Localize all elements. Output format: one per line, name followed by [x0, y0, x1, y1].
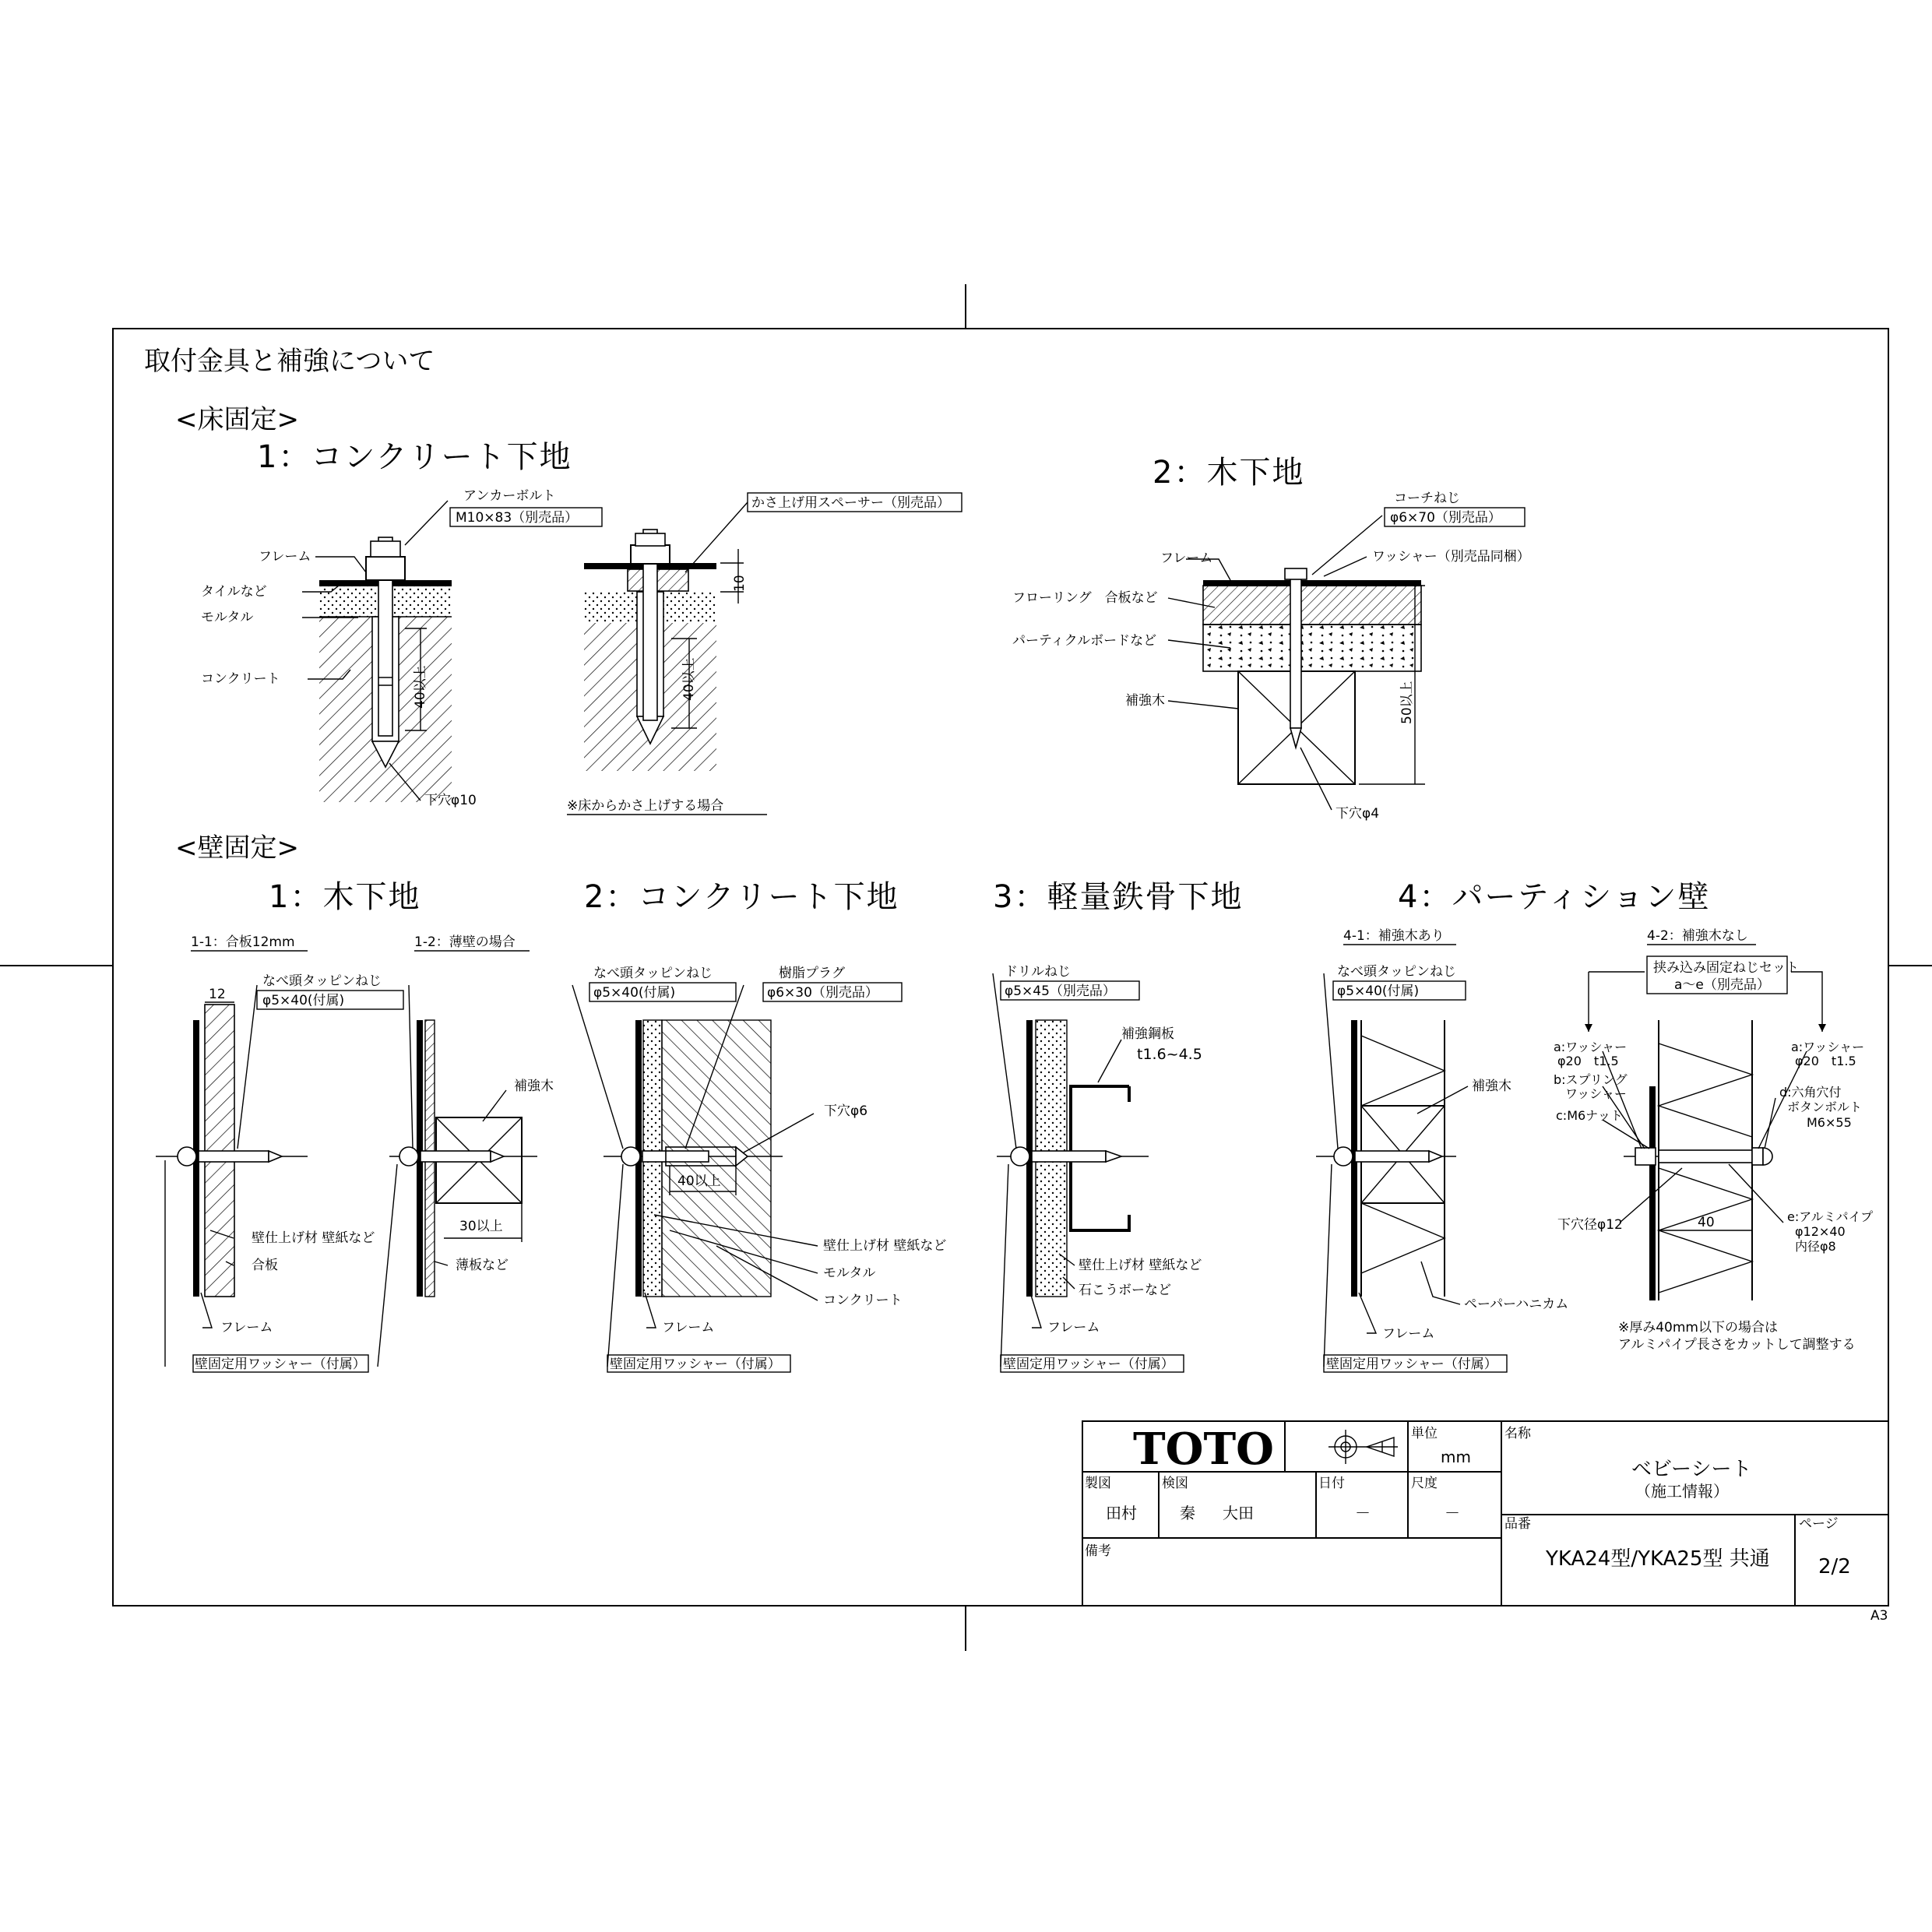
drawing-label: アルミパイプ長さをカットして調整する — [1618, 1337, 1856, 1353]
wall-wood-subtitle: 1：木下地 — [269, 879, 421, 915]
drawing-label: 名称 — [1504, 1426, 1531, 1441]
drawing-label: 壁仕上げ材 壁紙など — [1079, 1258, 1202, 1273]
drawing-label: φ6×30（別売品） — [767, 985, 878, 1001]
floor-concrete-label: コンクリート — [201, 671, 280, 687]
drawing-label: 単位 — [1411, 1426, 1438, 1441]
floor-wood-frame: フレーム — [1160, 551, 1213, 566]
drawing-label: 備考 — [1085, 1543, 1111, 1559]
drawing-label: ドリルねじ — [1005, 964, 1071, 980]
drawing-label: 下穴径φ12 — [1557, 1217, 1623, 1233]
drawing-label: 大田 — [1223, 1504, 1254, 1522]
drawing-label: ページ — [1799, 1516, 1839, 1532]
floor-heading: <床固定> — [175, 404, 299, 435]
drawing-label: 石こうボーなど — [1079, 1283, 1171, 1298]
drawing-label: ペーパーハニカム — [1464, 1297, 1569, 1312]
floor-tile-label: タイルなど — [201, 584, 267, 600]
floor-anchor-l1: アンカーボルト — [463, 488, 556, 504]
wall-partition-subtitle: 4：パーティション壁 — [1398, 879, 1711, 915]
drawing-label: e:アルミパイプ — [1787, 1209, 1874, 1224]
drawing-label: A3 — [1870, 1608, 1888, 1624]
floor-coach-l1: コーチねじ — [1394, 491, 1460, 506]
page-title: 取付金具と補強について — [144, 346, 435, 377]
floor-wood-hole: 下穴φ4 — [1336, 806, 1380, 822]
floor-wood-subtitle: 2：木下地 — [1153, 455, 1305, 491]
drawing-label: d:六角穴付 — [1779, 1085, 1842, 1100]
drawing-label: 検図 — [1162, 1476, 1188, 1491]
drawing-label: フレーム — [220, 1320, 273, 1336]
drawing-label: フレーム — [1047, 1320, 1100, 1336]
floor-wood-reinforce: 補強木 — [1125, 693, 1165, 709]
drawing-label: φ20 t1.5 — [1557, 1054, 1619, 1068]
wall-concrete-subtitle: 2：コンクリート下地 — [584, 879, 899, 915]
drawing-label: t1.6~4.5 — [1137, 1046, 1202, 1063]
projection-symbol-icon — [1328, 1430, 1398, 1464]
floor-concrete-detail — [302, 501, 452, 802]
drawing-label: φ20 t1.5 — [1795, 1054, 1856, 1068]
drawing-label: 壁固定用ワッシャー（付属） — [195, 1357, 366, 1372]
drawing-label: φ5×40(付属) — [593, 985, 676, 1001]
drawing-label: － — [1355, 1504, 1371, 1522]
floor-wood-flooring: フローリング 合板など — [1012, 590, 1158, 606]
drawing-label: 薄板など — [456, 1258, 509, 1273]
drawing-label: 挟み込み固定ねじセット — [1653, 960, 1799, 976]
wall-heading: <壁固定> — [175, 832, 299, 864]
drawing-label: 田村 — [1106, 1504, 1137, 1522]
drawing-label: － — [1445, 1504, 1460, 1522]
drawing-label: ※厚み40mm以下の場合は — [1618, 1320, 1778, 1336]
drawing-label: コンクリート — [823, 1293, 903, 1308]
floor-spacer-label: かさ上げ用スペーサー（別売品） — [751, 495, 950, 511]
floor-wood-washer: ワッシャー（別売品同梱） — [1372, 549, 1530, 565]
drawing-label: フレーム — [662, 1320, 715, 1336]
drawing-label: 40以上 — [677, 1174, 721, 1189]
drawing-label: 製図 — [1085, 1476, 1111, 1491]
sheet-frame — [0, 284, 1932, 1651]
drawing-label: a～e（別売品） — [1674, 977, 1770, 993]
drawing-label: 品番 — [1504, 1516, 1531, 1532]
drawing-label: 補強鋼板 — [1121, 1026, 1174, 1042]
drawing-label: フレーム — [1382, 1326, 1435, 1342]
drawing-label: 4-2：補強木なし — [1647, 928, 1748, 944]
drawing-label: ベビーシート — [1631, 1458, 1752, 1481]
drawing-label: ワッシャー — [1565, 1086, 1627, 1101]
drawing-label: 尺度 — [1411, 1476, 1438, 1491]
drawing-label: a:ワッシャー — [1791, 1040, 1865, 1054]
drawing-label: 壁固定用ワッシャー（付属） — [1003, 1357, 1174, 1372]
drawing-label: なべ頭タッピンねじ — [262, 973, 382, 989]
floor-anchor-l2: M10×83（別売品） — [456, 510, 579, 526]
drawing-label: 補強木 — [514, 1079, 554, 1094]
drawing-label: 日付 — [1318, 1476, 1345, 1491]
floor-wood-particle: パーティクルボードなど — [1012, 633, 1157, 649]
drawing-label: 壁仕上げ材 壁紙など — [252, 1230, 375, 1246]
toto-logo: TOTO — [1133, 1423, 1274, 1475]
drawing-label: 1-2：薄壁の場合 — [414, 934, 516, 950]
drawing-label: 30以上 — [459, 1219, 503, 1234]
drawing-label: b:スプリング — [1554, 1072, 1628, 1087]
drawing-label: 40 — [1698, 1215, 1715, 1230]
floor-frame-label: フレーム — [259, 549, 311, 565]
drawing-label: mm — [1441, 1448, 1471, 1466]
drawing-label: 補強木 — [1472, 1079, 1511, 1094]
drawing-label: 合板 — [252, 1258, 278, 1273]
drawing-label: なべ頭タッピンねじ — [593, 966, 713, 981]
drawing-label: なべ頭タッピンねじ — [1337, 964, 1456, 980]
drawing-label: 壁固定用ワッシャー（付属） — [610, 1357, 781, 1372]
drawing-label: ボタンボルト — [1787, 1100, 1863, 1114]
drawing-label: M6×55 — [1807, 1115, 1852, 1130]
floor-hole-label: 下穴φ10 — [424, 793, 477, 808]
floor-wood-depth: 50以上 — [1399, 681, 1415, 724]
floor-coach-l2: φ6×70（別売品） — [1390, 510, 1501, 526]
drawing-label: φ5×40(付属) — [262, 993, 345, 1008]
drawing-label: a:ワッシャー — [1554, 1040, 1628, 1054]
drawing-label: 内径φ8 — [1795, 1239, 1836, 1254]
floor-concrete-depth: 40以上 — [413, 665, 428, 709]
drawing-label: モルタル — [823, 1265, 876, 1281]
floor-raised-detail — [584, 502, 748, 771]
drawing-label: φ12×40 — [1795, 1224, 1846, 1239]
drawing-label: φ5×45（別売品） — [1005, 984, 1116, 999]
floor-raised-depth: 40以上 — [681, 657, 697, 701]
wall-wood-1-2-detail — [378, 934, 537, 1367]
drawing-label: 樹脂プラグ — [779, 966, 845, 981]
drawing-label: 4-1：補強木あり — [1343, 928, 1445, 944]
floor-mortar-label: モルタル — [201, 610, 254, 625]
floor-raised-dim10: 10 — [732, 575, 748, 592]
floor-concrete-subtitle: 1：コンクリート下地 — [257, 439, 572, 475]
drawing-label: 下穴φ6 — [824, 1103, 868, 1119]
drawing-label: YKA24型/YKA25型 共通 — [1546, 1547, 1770, 1571]
drawing-label: 12 — [209, 987, 226, 1002]
drawing-label: 1-1：合板12mm — [191, 934, 295, 950]
wall-steel-subtitle: 3：軽量鉄骨下地 — [993, 879, 1244, 915]
drawing-label: φ5×40(付属) — [1337, 984, 1420, 999]
drawing-label: 2/2 — [1818, 1555, 1851, 1578]
drawing-label: （施工情報） — [1635, 1482, 1729, 1501]
drawing-label: 秦 — [1180, 1504, 1195, 1522]
drawing-label: c:M6ナット — [1556, 1108, 1623, 1123]
drawing-label: 壁仕上げ材 壁紙など — [823, 1238, 947, 1254]
drawing-label: 壁固定用ワッシャー（付属） — [1326, 1357, 1497, 1372]
floor-raised-note: ※床からかさ上げする場合 — [567, 798, 724, 814]
